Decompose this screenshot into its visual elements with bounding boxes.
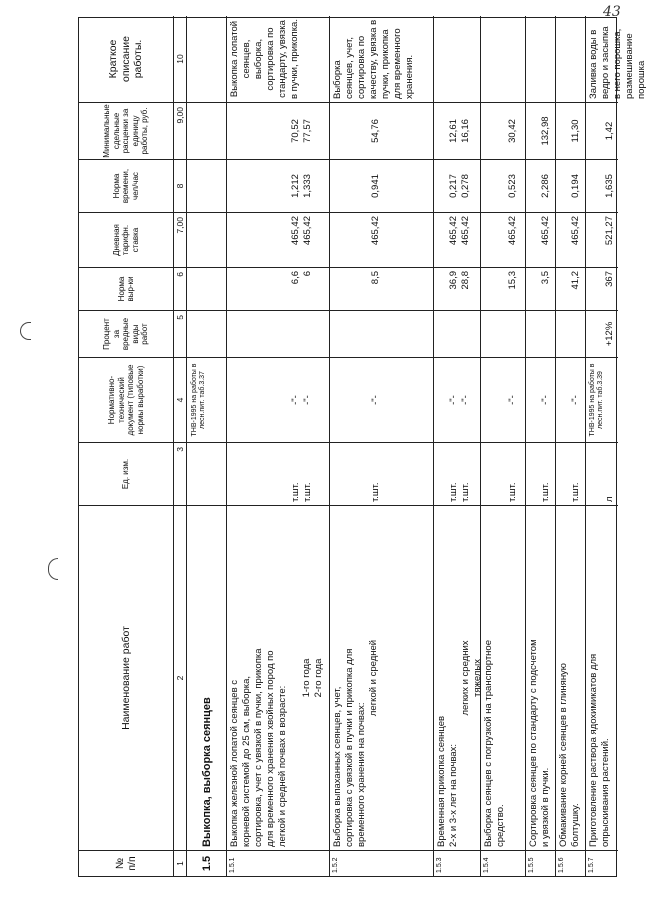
row-norm-time: 0,523: [481, 160, 525, 213]
row-norm-time: 2,286: [526, 160, 555, 213]
header-norm-time: Норма времени, чел/час: [79, 160, 173, 213]
row-number: 1.5.5: [528, 857, 535, 873]
norm-doc-reference: ТНВ-1995 на работы в лесн.пит. таб.3.37: [187, 358, 226, 443]
row-name: [481, 506, 525, 851]
row-name-line: Выкопка железной лопатой сеянцев с: [229, 679, 240, 847]
row-percent: [556, 311, 585, 358]
row-name-line: для временного хранения хвойных пород по: [265, 650, 276, 847]
row-norm-doc: -"-: [556, 358, 585, 443]
row-unit: т.шт.: [330, 443, 433, 506]
table-row: [480, 16, 525, 876]
row-name-line: Приготовление раствора ядохимикатов для: [588, 653, 599, 847]
row-percent: [330, 311, 433, 358]
row-unit: т.шт.: [481, 443, 525, 506]
scan-punch-mark: [48, 558, 58, 580]
header-norm-doc: Нормативно-технический документ (типовые нормы выработки): [79, 358, 173, 443]
header-no: № п/п: [113, 856, 138, 871]
column-number: 9,00: [174, 103, 186, 160]
row-min-cost: 132,98: [526, 103, 555, 160]
row-subitem: 1-го года: [301, 658, 312, 698]
row-percent: +12%: [586, 311, 618, 358]
row-norm-doc: -"-: [481, 358, 525, 443]
row-percent: [481, 311, 525, 358]
row-norm-output: 6,6 6: [227, 268, 329, 311]
row-name-line: болтушку.: [570, 803, 581, 847]
row-subitem: 2-го года: [313, 658, 324, 698]
column-number: 8: [174, 160, 186, 213]
row-daily-rate: 521,27: [586, 213, 618, 268]
row-number: 1.5.4: [483, 857, 490, 873]
row-daily-rate: 465,42: [330, 213, 433, 268]
scan-punch-mark: [20, 322, 31, 340]
header-unit: Ед. изм.: [79, 443, 173, 506]
row-description: Выборка сеянцев, учет, сортировка по качеству, увязка в пучки, прикопка для временного хранения.: [330, 16, 433, 103]
column-number: 2: [174, 506, 186, 851]
row-name: [586, 506, 618, 851]
row-percent: [526, 311, 555, 358]
row-number: 1.5.3: [436, 857, 443, 873]
row-subitem: легких и средних: [460, 640, 471, 716]
row-name: [556, 506, 585, 851]
row-norm-output: 3,5: [526, 268, 555, 311]
row-norm-doc: ТНВ-1995 на работы в лесн.пит. таб.3.39: [586, 358, 618, 443]
row-min-cost: 70,52 77,57: [227, 103, 329, 160]
section-row: [186, 16, 226, 876]
table-row: [555, 16, 585, 876]
row-number: 1.5.1: [229, 857, 236, 873]
row-percent: [434, 311, 480, 358]
row-name-line: Выборка сеянцев с погрузкой на транспортное: [483, 640, 494, 847]
column-number: 5: [174, 311, 186, 358]
header-description: Краткое описание работы.: [79, 16, 173, 103]
row-norm-time: 0,941: [330, 160, 433, 213]
table-row: [329, 16, 433, 876]
row-norm-output: 41,2: [556, 268, 585, 311]
row-name: [330, 506, 433, 851]
row-name-line: Обмакивание корней сеянцев в глиняную: [558, 663, 569, 847]
table-row: [226, 16, 329, 876]
row-norm-time: 1,635: [586, 160, 618, 213]
row-unit: т.шт.: [526, 443, 555, 506]
work-rates-table: [78, 17, 647, 877]
header-daily-rate: Дневная тарифн. ставка: [79, 213, 173, 268]
row-description: Заливка воды в ведро и засыпка в него порошка, размешивание порошка: [586, 16, 618, 103]
row-norm-doc: -"-: [330, 358, 433, 443]
row-description: [481, 16, 525, 103]
row-name-line: 2-х и 3-х лет на почвах:: [448, 743, 459, 847]
row-subitem: легкой и средней: [368, 639, 379, 717]
column-number: 3: [174, 443, 186, 506]
row-norm-time: 1,212 1,333: [227, 160, 329, 213]
row-percent: [227, 311, 329, 358]
row-name-line: Сортировка сеянцев по стандарту с подсчетом: [528, 639, 539, 847]
row-daily-rate: 465,42: [481, 213, 525, 268]
row-min-cost: 12,61 16,16: [434, 103, 480, 160]
row-daily-rate: 465,42 465,42: [227, 213, 329, 268]
row-daily-rate: 465,42: [526, 213, 555, 268]
row-name-line: и увязкой в пучки.: [540, 767, 551, 847]
row-name-line: средство.: [495, 804, 506, 847]
table-row: [585, 16, 647, 876]
row-name-line: Выборка выпаханных сеянцев, учет,: [332, 686, 343, 847]
row-description: [434, 16, 480, 103]
row-unit: т.шт. т.шт.: [434, 443, 480, 506]
row-name-line: корневой системой до 25 см, выборка,: [241, 675, 252, 847]
row-name-line: сортировка с увязкой в пучки и прикопка для: [344, 648, 355, 847]
row-name: [434, 506, 483, 851]
row-name: [526, 506, 555, 851]
column-number: 4: [174, 358, 186, 443]
column-number: 10: [174, 16, 186, 103]
row-unit: т.шт.: [556, 443, 585, 506]
row-description: Выкопка лопатой сеянцев, выборка, сортировка по стандарту, увязка в пучки, прикопка.: [227, 16, 329, 103]
header-min-cost: Минимальные сдельные расценки за единицу работы, руб.: [79, 103, 173, 160]
row-min-cost: 11,30: [556, 103, 585, 160]
row-name-line: легкой и средней почвах в возрасте:: [277, 685, 288, 847]
row-number: 1.5.6: [558, 857, 565, 873]
row-norm-output: 8,5: [330, 268, 433, 311]
section-number: 1.5: [200, 855, 213, 872]
row-daily-rate: 465,42 465,42: [434, 213, 480, 268]
row-norm-doc: -"-: [526, 358, 555, 443]
row-name-line: временного хранения на почвах:: [356, 702, 367, 847]
table-row: [525, 16, 555, 876]
row-norm-time: 0,194: [556, 160, 585, 213]
row-min-cost: 54,76: [330, 103, 433, 160]
row-unit: л: [586, 443, 618, 506]
column-number: 7,00: [174, 213, 186, 268]
row-name: [227, 506, 329, 851]
table-header-row: [79, 16, 173, 876]
header-norm-output: Норма выр-ки: [79, 268, 173, 311]
row-norm-output: 367: [586, 268, 618, 311]
row-name-line: сортировка, учет с увязкой в пучки, прикопка: [253, 648, 264, 847]
row-name-line: опрыскивания растений.: [600, 738, 611, 847]
row-number: 1.5.7: [588, 857, 595, 873]
page-number: 43: [603, 4, 621, 20]
table-row: [433, 16, 483, 876]
header-percent: Процент за вредные виды работ: [79, 311, 173, 358]
header-name: Наименование работ: [79, 506, 173, 851]
row-description: [526, 16, 555, 103]
row-norm-doc: -"- -"-: [227, 358, 329, 443]
row-daily-rate: 465,42: [556, 213, 585, 268]
row-norm-doc: -"- -"-: [434, 358, 480, 443]
row-subitem: тяжелых: [472, 659, 483, 697]
section-title: Выкопка, выборка сеянцев: [187, 506, 226, 851]
column-number: 1: [175, 861, 185, 866]
row-norm-output: 15,3: [481, 268, 525, 311]
row-description: [556, 16, 585, 103]
row-min-cost: 1,42: [586, 103, 618, 160]
row-name-line: Временная прикопка сеянцев: [436, 715, 447, 847]
row-unit: т.шт. т.шт.: [227, 443, 329, 506]
row-number: 1.5.2: [332, 857, 339, 873]
column-numbers-row: [173, 16, 186, 876]
row-norm-output: 36,9 28,8: [434, 268, 480, 311]
row-min-cost: 30,42: [481, 103, 525, 160]
column-number: 6: [174, 268, 186, 311]
row-norm-time: 0,217 0,278: [434, 160, 480, 213]
